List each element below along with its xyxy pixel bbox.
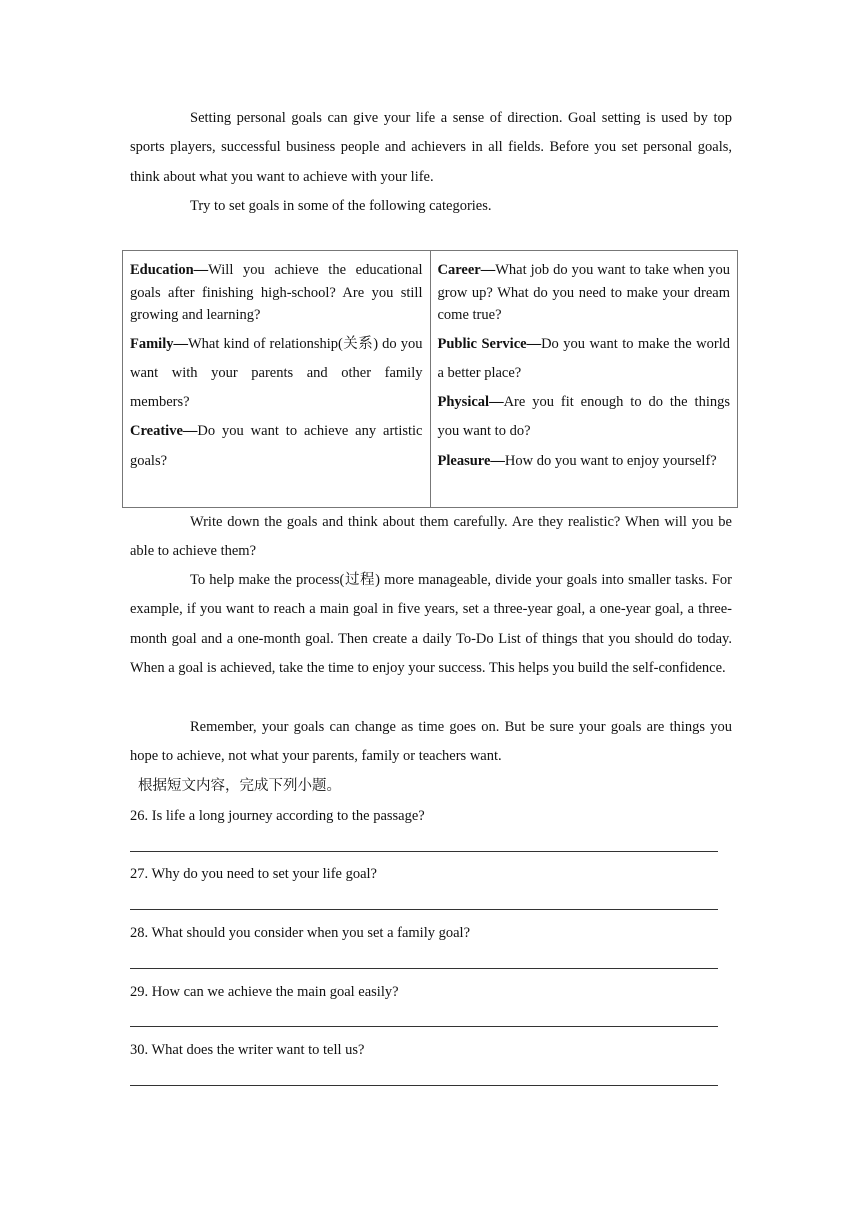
category-career: Career—What job do you want to take when you grow up? What do you need to make your dream come true? [437, 262, 730, 323]
category-term: Physical [437, 394, 490, 411]
category-term: Pleasure [437, 452, 491, 469]
category-education: Education—Will you achieve the educational goals after finishing high-school? Are you still growing and learning? [130, 262, 423, 323]
category-creative: Creative—Do you want to achieve any artistic goals? [130, 423, 423, 469]
category-text: Do you want to make the world a better place? [437, 335, 730, 381]
category-text: Will you achieve the educational goals after finishing high-school? Are you still growing and learning? [130, 262, 423, 323]
body-paragraph-3: Write down the goals and think about them carefully. Are they realistic? When will you be able to achieve them? [130, 514, 732, 560]
table-right-column [430, 251, 738, 508]
question-26: 26. Is life a long journey according to the passage? [130, 808, 425, 824]
category-physical: Physical—Are you fit enough to do the things you want to do? [437, 394, 730, 440]
category-term: Public Service [437, 335, 527, 352]
question-30: 30. What does the writer want to tell us? [130, 1042, 365, 1058]
answer-line-28[interactable] [130, 968, 718, 969]
question-28: 28. What should you consider when you set a family goal? [130, 925, 471, 941]
category-public-service: Public Service—Do you want to make the world a better place? [437, 335, 730, 381]
question-27: 27. Why do you need to set your life goal? [130, 866, 377, 882]
instruction-text: 根据短文内容，完成下列小题。 [138, 778, 341, 794]
intro-paragraph-2: Try to set goals in some of the following categories. [190, 198, 492, 214]
category-text: Are you fit enough to do the things you want to do? [437, 394, 730, 440]
intro-paragraph-1: Setting personal goals can give your life a sense of direction. Goal setting is used by top sports players, successful business people and achievers in all fields. Before you set personal goals, think about what you want to achieve with your life. [130, 110, 732, 185]
answer-line-27[interactable] [130, 909, 718, 910]
answer-line-29[interactable] [130, 1026, 718, 1027]
category-family: Family—What kind of relationship(关系) do you want with your parents and other family members? [130, 335, 423, 411]
category-text: What kind of relationship(关系) do you want with your parents and other family members? [130, 335, 423, 411]
answer-line-30[interactable] [130, 1085, 718, 1086]
category-term: Family [130, 335, 174, 352]
body-paragraph-4: To help make the process(过程) more manageable, divide your goals into smaller tasks. For example, if you want to reach a main goal in five years, set a three-year goal, a one-year goal, a three-month goal and a one-month goal. Then create a daily To-Do List of things that you should do today. When a goal is achieved, take the time to enjoy your success. This helps you build the self-confidence. [130, 572, 732, 676]
category-text: Do you want to achieve any artistic goals? [130, 423, 423, 469]
body-paragraph-5: Remember, your goals can change as time goes on. But be sure your goals are things you hope to achieve, not what your parents, family or teachers want. [130, 719, 732, 765]
category-term: Education [130, 262, 194, 278]
category-pleasure: Pleasure—How do you want to enjoy yourself? [437, 452, 717, 469]
category-text: How do you want to enjoy yourself? [504, 452, 717, 469]
answer-line-26[interactable] [130, 851, 718, 852]
category-term: Creative [130, 423, 183, 440]
table-left-column [123, 251, 431, 508]
category-term: Career [437, 262, 481, 278]
category-text: What job do you want to take when you grow up? What do you need to make your dream come true? [437, 262, 730, 323]
question-29: 29. How can we achieve the main goal easily? [130, 984, 399, 1000]
goal-categories-table [122, 250, 738, 508]
